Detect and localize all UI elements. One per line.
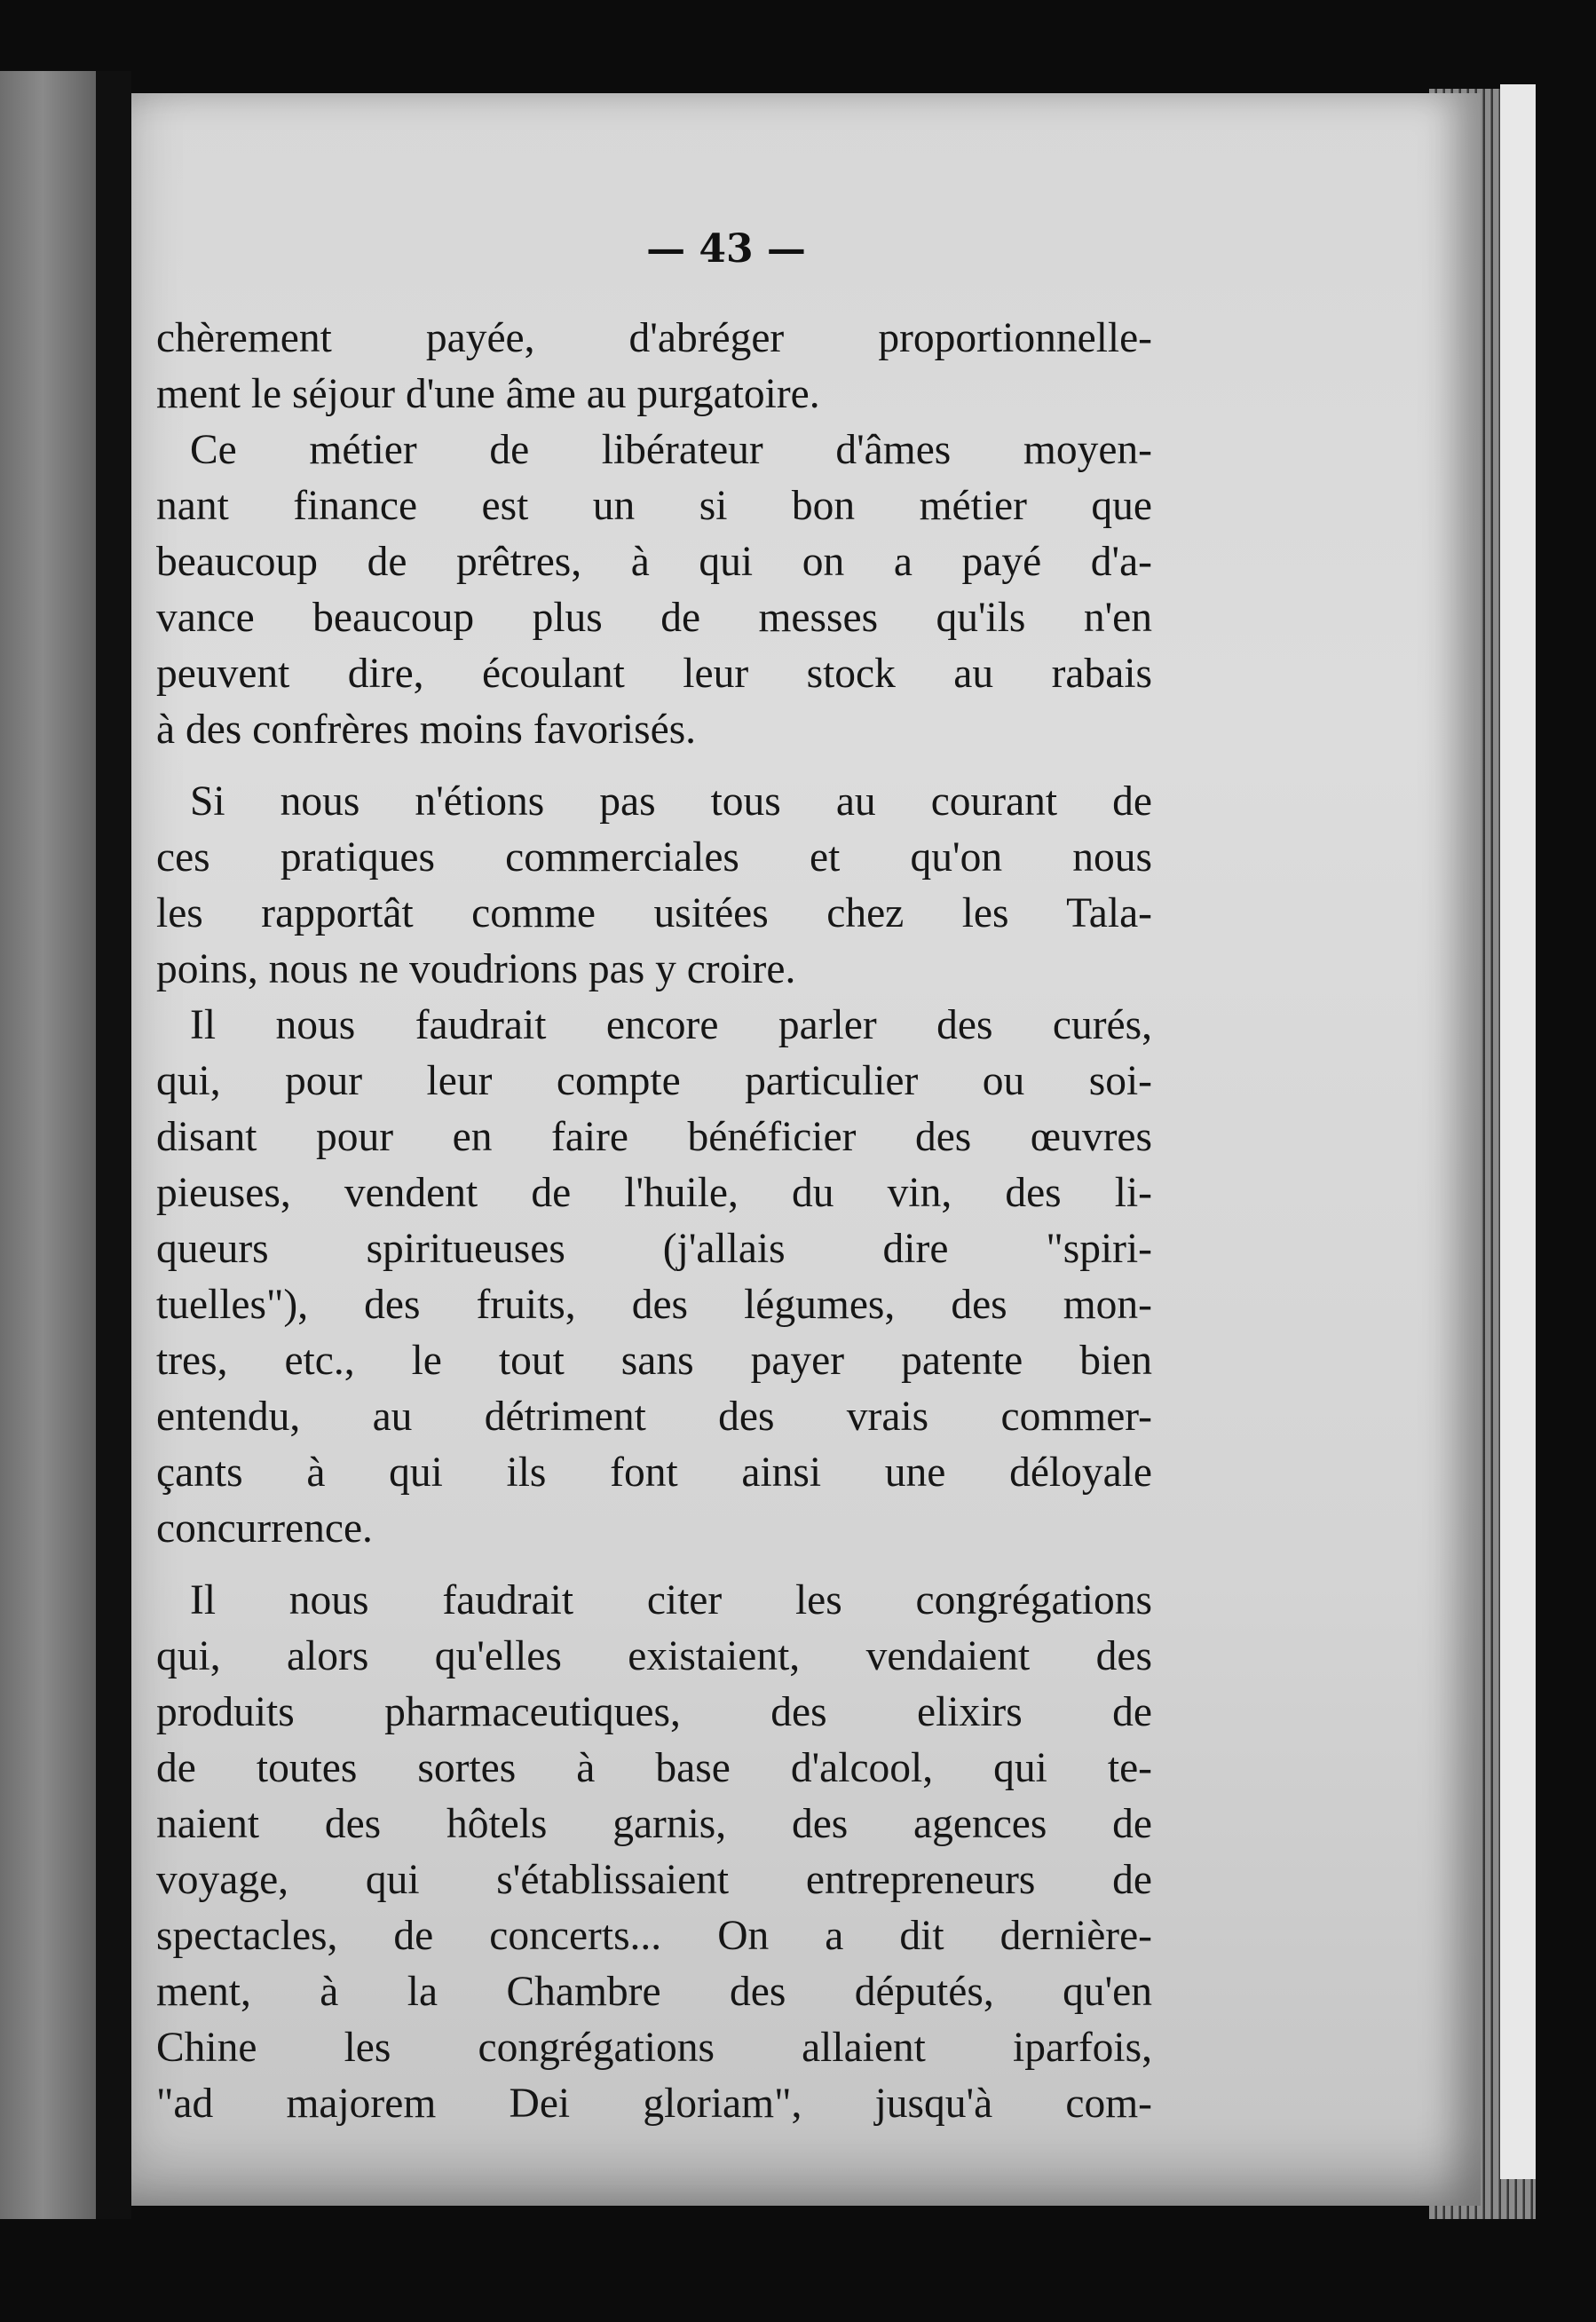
text-line: à des confrères moins favorisés. — [156, 707, 697, 753]
text-line: Ce métier de libérateur d'âmes moyen- — [190, 427, 1152, 473]
paragraph — [156, 311, 1152, 423]
text-line: disant pour en faire bénéficier des œuvres — [156, 1114, 1152, 1160]
paragraph — [156, 998, 1152, 1557]
book-page — [131, 93, 1481, 2206]
text-line: poins, nous ne voudrions pas y croire. — [156, 946, 796, 992]
binding-shadow — [96, 71, 131, 2219]
text-line: ment, à la Chambre des députés, qu'en — [156, 1969, 1152, 2015]
text-line: produits pharmaceutiques, des elixirs de — [156, 1689, 1152, 1735]
paragraph — [156, 423, 1152, 758]
text-line: nant finance est un si bon métier que — [156, 483, 1152, 529]
text-line: naient des hôtels garnis, des agences de — [156, 1801, 1152, 1847]
text-line: voyage, qui s'établissaient entrepreneurs de — [156, 1857, 1152, 1903]
text-line: Si nous n'étions pas tous au courant de — [190, 778, 1152, 825]
text-line: entendu, au détriment des vrais commer- — [156, 1394, 1152, 1440]
text-line: chèrement payée, d'abréger proportionnelle- — [156, 315, 1152, 361]
text-line: vance beaucoup plus de messes qu'ils n'en — [156, 595, 1152, 641]
text-line: pieuses, vendent de l'huile, du vin, des li- — [156, 1170, 1152, 1216]
text-line: Il nous faudrait citer les congrégations — [190, 1577, 1152, 1623]
text-line: les rapportât comme usitées chez les Tala- — [156, 890, 1152, 936]
text-line: "ad majorem Dei gloriam", jusqu'à com- — [156, 2081, 1152, 2127]
page-number: — 43 — — [646, 226, 806, 272]
page-body-text — [156, 311, 1152, 2132]
text-line: qui, pour leur compte particulier ou soi- — [156, 1058, 1152, 1104]
text-line: Il nous faudrait encore parler des curés, — [190, 1002, 1152, 1048]
text-line: qui, alors qu'elles existaient, vendaient des — [156, 1633, 1152, 1679]
text-line: tuelles"), des fruits, des légumes, des mon- — [156, 1282, 1152, 1328]
text-line: peuvent dire, écoulant leur stock au rabais — [156, 651, 1152, 697]
left-page-edge — [0, 71, 107, 2219]
paragraph — [156, 774, 1152, 998]
text-line: tres, etc., le tout sans payer patente bien — [156, 1338, 1152, 1384]
paragraph — [156, 1573, 1152, 2132]
text-line: concurrence. — [156, 1505, 373, 1552]
text-line: ces pratiques commerciales et qu'on nous — [156, 834, 1152, 881]
text-line: queurs spiritueuses (j'allais dire "spiri- — [156, 1226, 1152, 1272]
text-line: beaucoup de prêtres, à qui on a payé d'a- — [156, 539, 1152, 585]
page-stack-highlight — [1500, 84, 1536, 2179]
text-line: ment le séjour d'une âme au purgatoire. — [156, 371, 820, 417]
text-line: çants à qui ils font ainsi une déloyale — [156, 1449, 1152, 1496]
text-line: spectacles, de concerts... On a dit dernière- — [156, 1913, 1152, 1959]
text-line: de toutes sortes à base d'alcool, qui te- — [156, 1745, 1152, 1791]
text-line: Chine les congrégations allaient iparfois, — [156, 2025, 1152, 2071]
